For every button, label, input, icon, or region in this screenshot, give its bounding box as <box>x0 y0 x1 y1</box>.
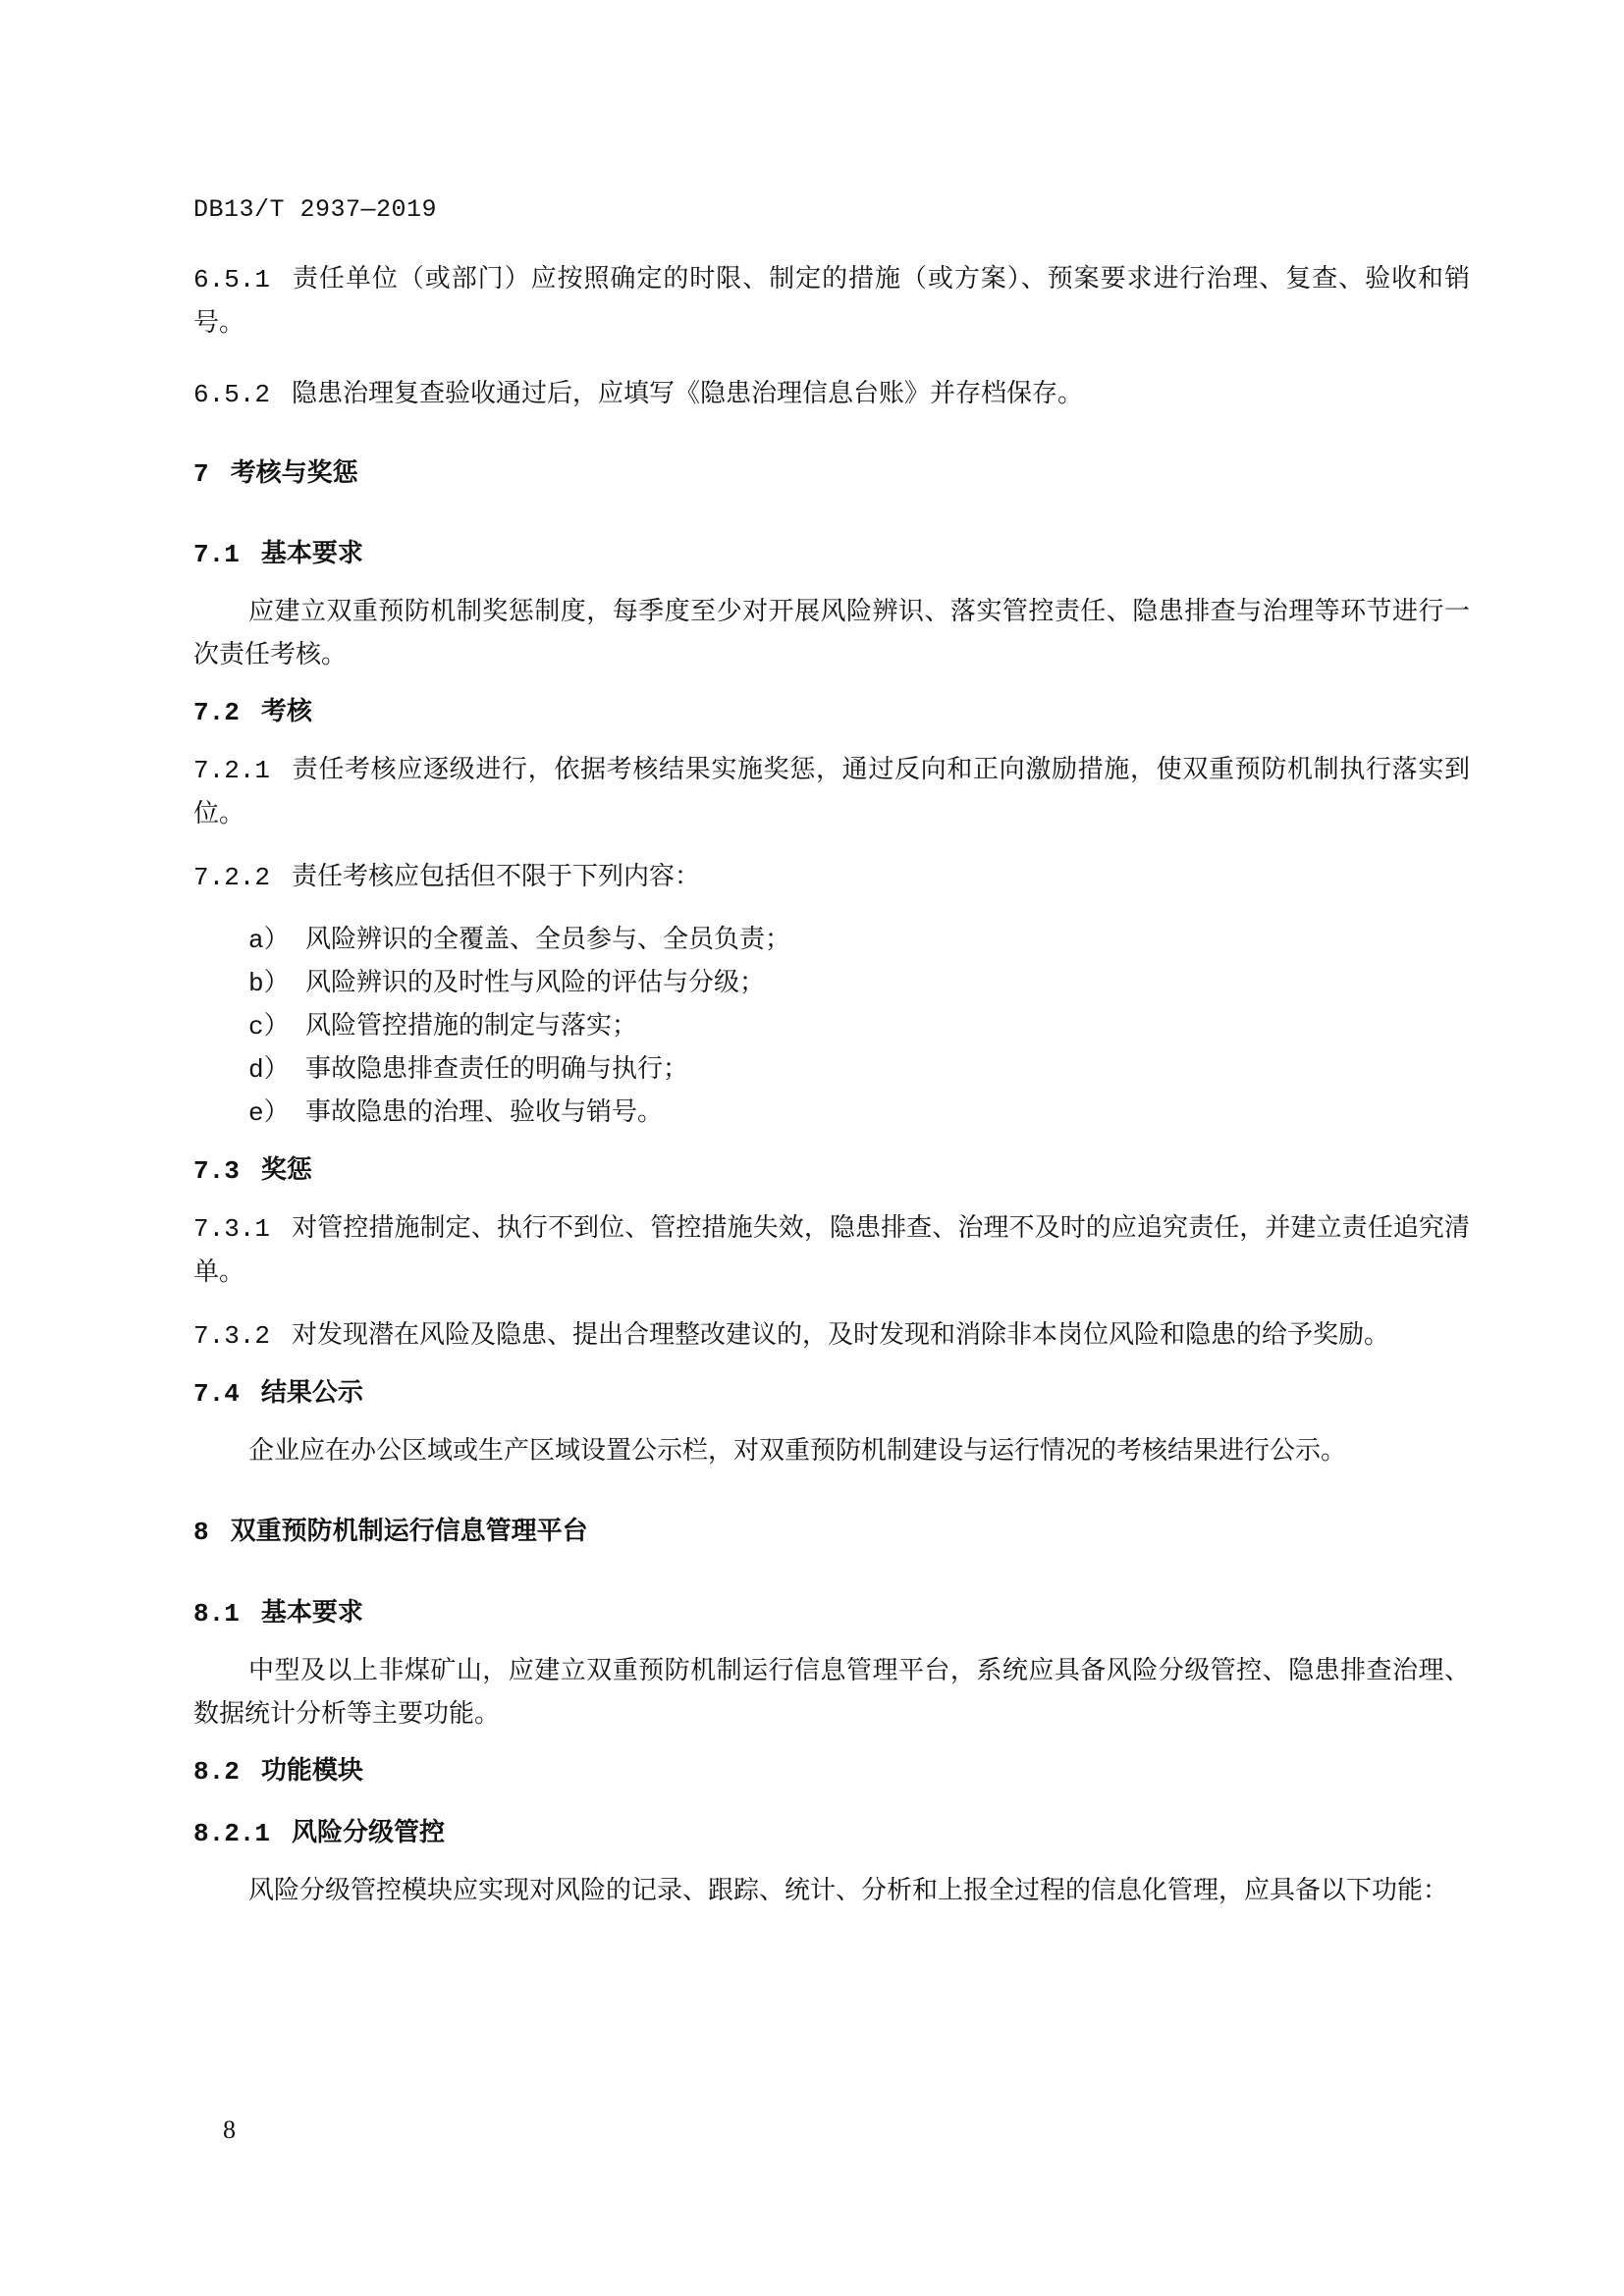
clause-text: 责任单位（或部门）应按照确定的时限、制定的措施（或方案）、预案要求进行治理、复查、验收和销号。 <box>193 264 1470 338</box>
subsection-title: 奖惩 <box>260 1155 312 1185</box>
list-marker: b） <box>248 969 290 998</box>
document-body <box>193 257 1470 1912</box>
section-number: 7 <box>193 459 209 489</box>
list-item-text: 风险管控措施的制定与落实； <box>305 1011 638 1041</box>
clause-text: 责任考核应逐级进行，依据考核结果实施奖惩，通过反向和正向激励措施，使双重预防机制执行落实到位。 <box>193 755 1470 828</box>
list-item <box>248 919 1470 962</box>
list-item-text: 事故隐患排查责任的明确与执行； <box>305 1054 689 1084</box>
section-heading-7 <box>193 452 1470 496</box>
clause-text: 隐患治理复查验收通过后，应填写《隐患治理信息台账》并存档保存。 <box>292 379 1084 408</box>
list-item-text: 风险辨识的及时性与风险的评估与分级； <box>305 968 766 997</box>
clause-number: 7.3.2 <box>193 1321 271 1351</box>
subsection-title: 考核 <box>260 697 312 726</box>
clause-6-5-1 <box>193 257 1470 345</box>
clause-number: 7.2.2 <box>193 863 271 892</box>
section-heading-8 <box>193 1510 1470 1554</box>
clause-text: 责任考核应包括但不限于下列内容： <box>292 862 701 891</box>
list-item-text: 风险辨识的全覆盖、全员参与、全员负责； <box>305 925 791 954</box>
paragraph-8-2-1-body: 风险分级管控模块应实现对风险的记录、跟踪、统计、分析和上报全过程的信息化管理，应具备以下功能： <box>248 1876 1449 1905</box>
clause-7-2-2 <box>193 855 1470 899</box>
subsection-title: 基本要求 <box>260 1598 363 1628</box>
subsection-title: 功能模块 <box>260 1756 363 1786</box>
subsection-number: 7.1 <box>193 540 240 569</box>
subsection-heading-7-4 <box>193 1371 1470 1415</box>
list-item <box>248 1048 1470 1092</box>
subsection-heading-8-2 <box>193 1749 1470 1793</box>
subsection-number: 7.3 <box>193 1156 240 1186</box>
subsection-number: 8.2 <box>193 1757 240 1787</box>
clause-text: 对发现潜在风险及隐患、提出合理整改建议的，及时发现和消除非本岗位风险和隐患的给予奖励。 <box>292 1320 1390 1350</box>
subsection-number: 8.2.1 <box>193 1819 271 1848</box>
subsection-title: 结果公示 <box>260 1378 363 1408</box>
paragraph-8-1-body: 中型及以上非煤矿山，应建立双重预防机制运行信息管理平台，系统应具备风险分级管控、隐患排查治理、数据统计分析等主要功能。 <box>193 1656 1470 1729</box>
assessment-items-list <box>193 919 1470 1135</box>
subsection-heading-7-3 <box>193 1148 1470 1193</box>
section-title: 考核与奖惩 <box>230 458 358 488</box>
clause-7-3-1 <box>193 1206 1470 1294</box>
subsection-title: 风险分级管控 <box>292 1818 446 1847</box>
subsection-heading-7-1 <box>193 532 1470 576</box>
list-item <box>248 1005 1470 1048</box>
clause-7-2-1 <box>193 748 1470 835</box>
subsection-number: 7.4 <box>193 1379 240 1409</box>
clause-text: 对管控措施制定、执行不到位、管控措施失效，隐患排查、治理不及时的应追究责任，并建立责任追究清单。 <box>193 1213 1470 1287</box>
paragraph-7-1-body: 应建立双重预防机制奖惩制度，每季度至少对开展风险辨识、落实管控责任、隐患排查与治理等环节进行一次责任考核。 <box>193 597 1470 669</box>
list-marker: e） <box>248 1098 290 1128</box>
subsection-heading-8-2-1 <box>193 1811 1470 1855</box>
subsection-heading-7-2 <box>193 690 1470 734</box>
clause-number: 7.3.1 <box>193 1214 271 1244</box>
list-marker: a） <box>248 926 290 955</box>
standard-code-header: DB13/T 2937—2019 <box>193 195 438 224</box>
list-item <box>248 1092 1470 1135</box>
list-item-text: 事故隐患的治理、验收与销号。 <box>305 1097 664 1127</box>
subsection-number: 7.2 <box>193 698 240 727</box>
subsection-heading-8-1 <box>193 1591 1470 1635</box>
clause-number: 6.5.2 <box>193 380 271 409</box>
clause-7-3-2 <box>193 1313 1470 1358</box>
paragraph-7-4-body: 企业应在办公区域或生产区域设置公示栏，对双重预防机制建设与运行情况的考核结果进行公示。 <box>248 1436 1347 1466</box>
list-marker: d） <box>248 1055 290 1085</box>
list-marker: c） <box>248 1012 290 1041</box>
subsection-title: 基本要求 <box>260 539 363 568</box>
section-number: 8 <box>193 1518 209 1547</box>
page-number: 8 <box>223 2115 236 2144</box>
clause-6-5-2 <box>193 372 1470 416</box>
section-title: 双重预防机制运行信息管理平台 <box>230 1517 588 1546</box>
clause-number: 7.2.1 <box>193 756 271 785</box>
subsection-number: 8.1 <box>193 1599 240 1629</box>
clause-number: 6.5.1 <box>193 265 271 294</box>
list-item <box>248 962 1470 1005</box>
